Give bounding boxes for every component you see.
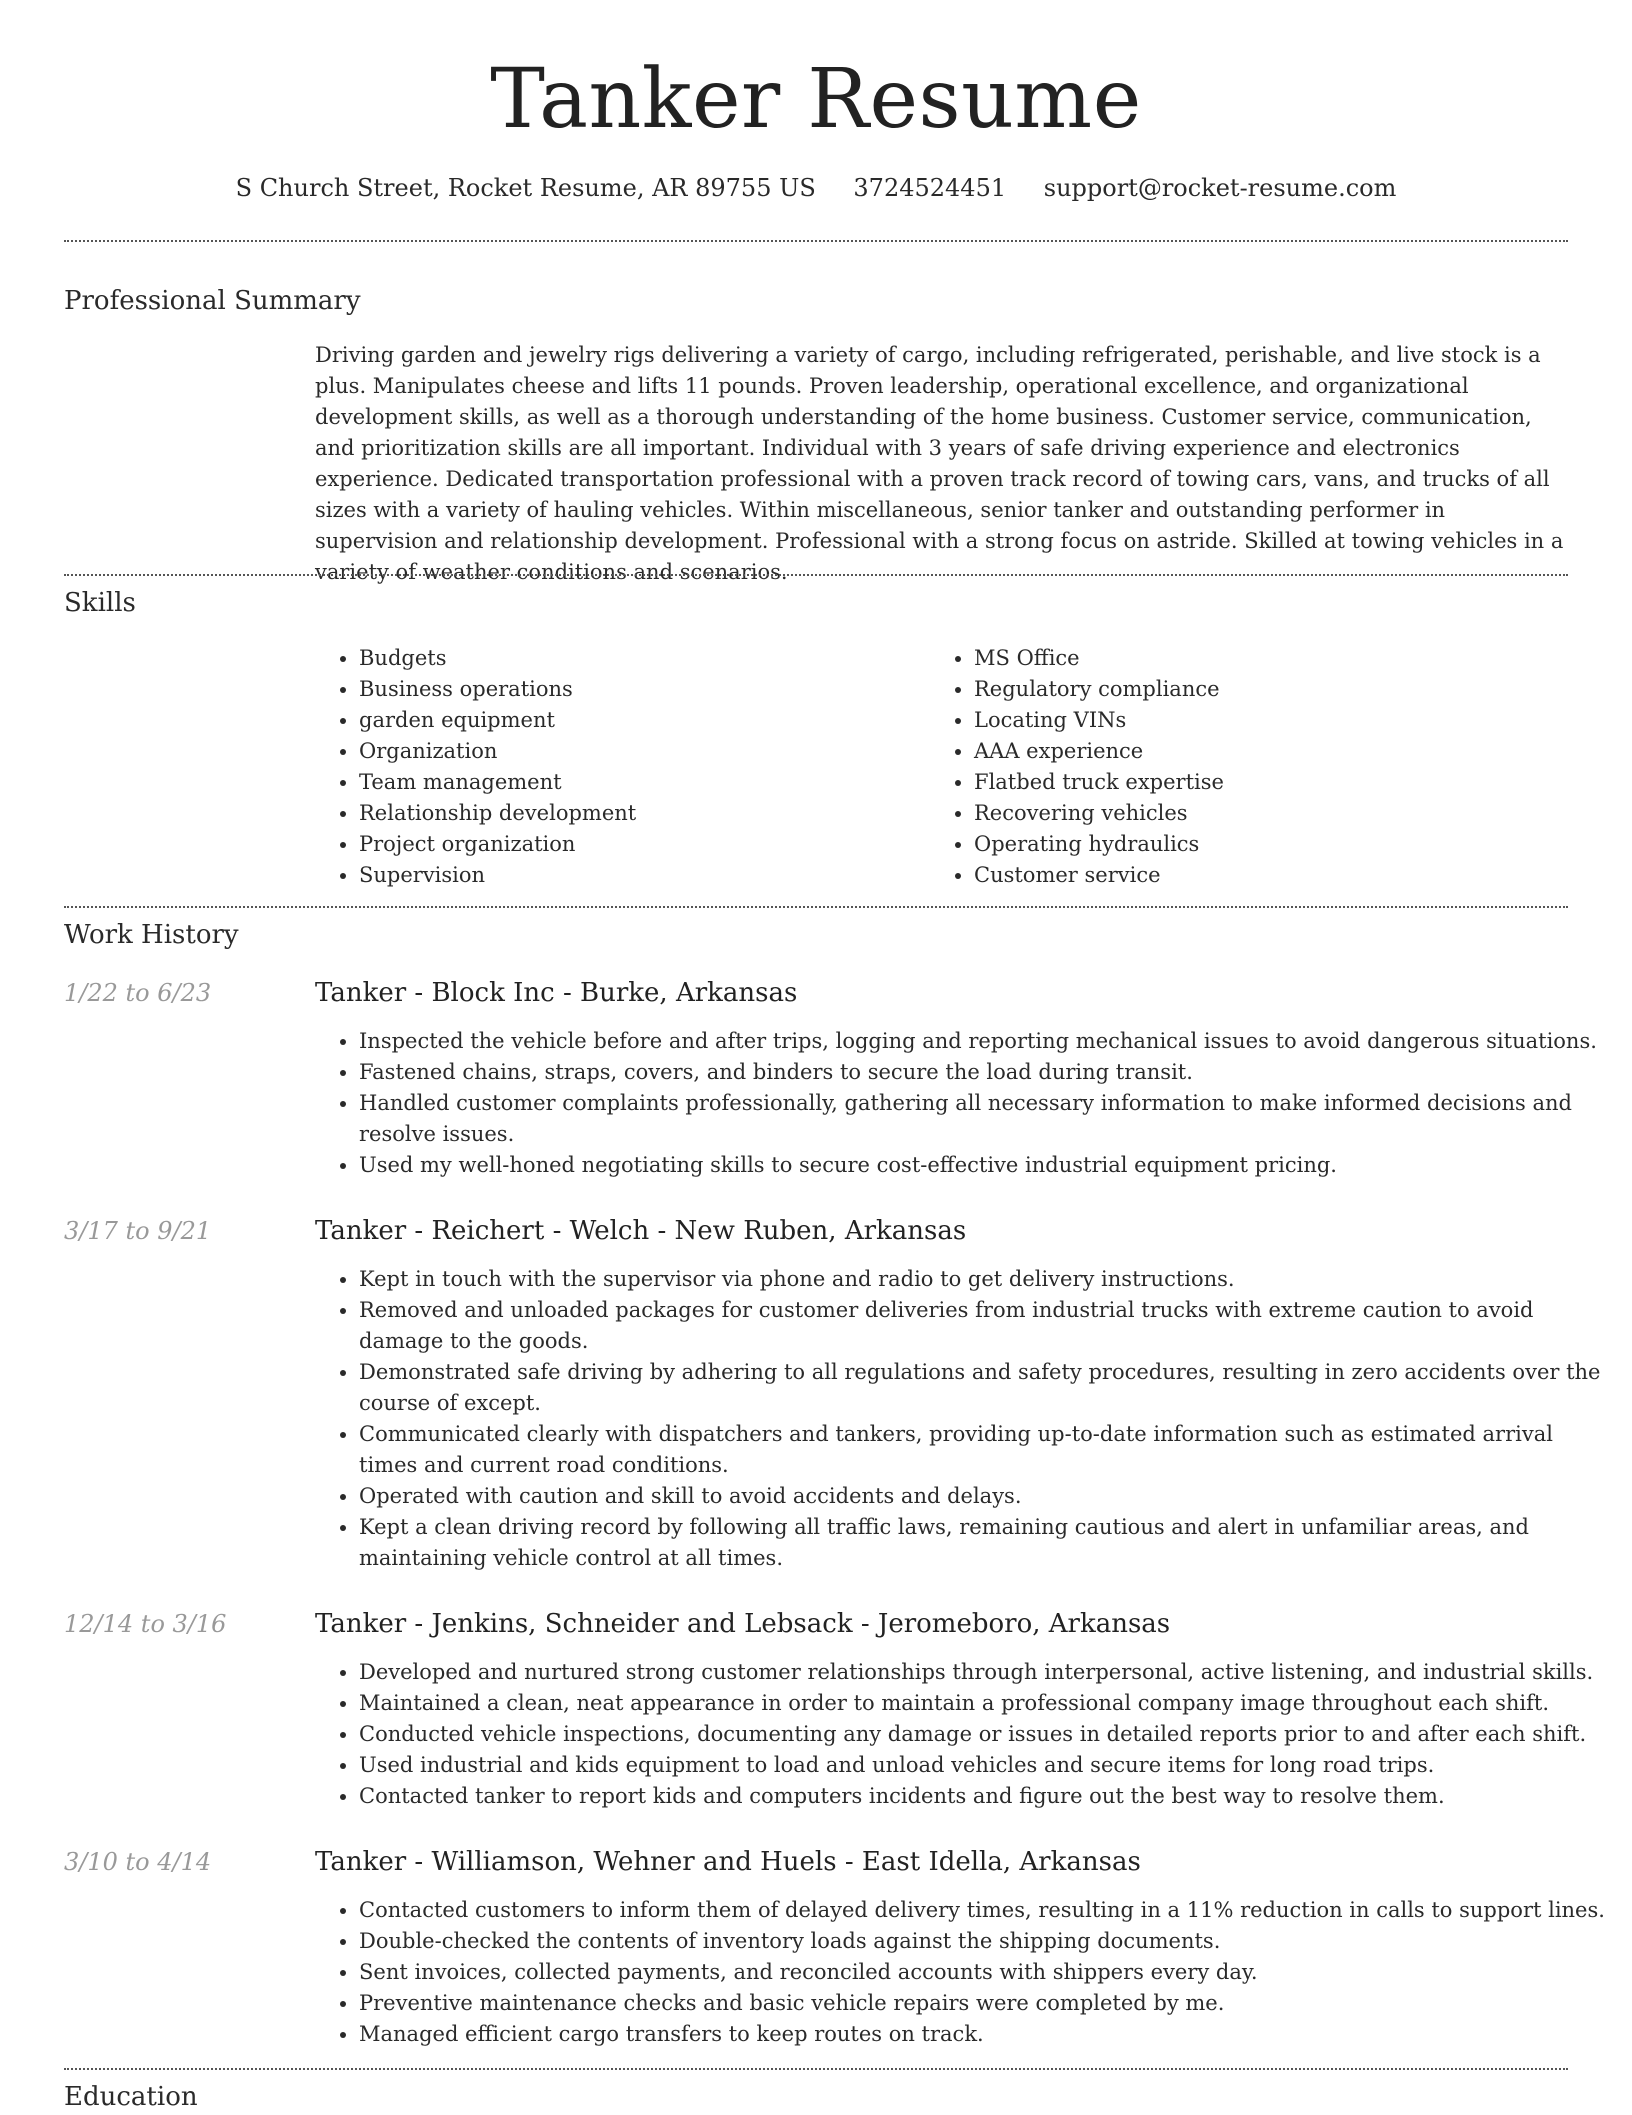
contact-phone: 3724524451 bbox=[853, 174, 1007, 202]
contact-line bbox=[0, 170, 1632, 206]
job-dates: 3/17 to 9/21 bbox=[64, 1217, 212, 1245]
section-title-work: Work History bbox=[64, 920, 239, 950]
job-bullets bbox=[315, 1026, 1611, 1181]
job-bullet: • Used my well-honed negotiating skills to secure cost-effective industrial equipment pricing. bbox=[359, 1150, 1611, 1181]
skill-item: • AAA experience bbox=[974, 736, 1224, 767]
skill-item: • Recovering vehicles bbox=[974, 798, 1224, 829]
contact-email: support@rocket-resume.com bbox=[1043, 174, 1397, 202]
job-title: Tanker - Williamson, Wehner and Huels - East Idella, Arkansas bbox=[315, 1847, 1141, 1877]
job-title: Tanker - Reichert - Welch - New Ruben, Arkansas bbox=[315, 1216, 967, 1246]
skill-item: • Supervision bbox=[359, 860, 636, 891]
skill-item: • Relationship development bbox=[359, 798, 636, 829]
skill-item: • Project organization bbox=[359, 829, 636, 860]
job-bullet: • Sent invoices, collected payments, and reconciled accounts with shippers every day. bbox=[359, 1957, 1611, 1988]
skill-item: • Locating VINs bbox=[974, 705, 1224, 736]
section-title-summary: Professional Summary bbox=[64, 286, 361, 316]
job-bullet: • Inspected the vehicle before and after trips, logging and reporting mechanical issues to avoid dangerous situations. bbox=[359, 1026, 1611, 1057]
job-dates: 3/10 to 4/14 bbox=[64, 1848, 212, 1876]
skill-item: • Customer service bbox=[974, 860, 1224, 891]
summary-text: Driving garden and jewelry rigs delivering a variety of cargo, including refrigerated, perishable, and live stock is a plus. Manipulates cheese and lifts 11 pounds. Proven leadership, operational excellence, and organizational development skills, as well as a thorough understanding of the home business. Customer service, communication, and prioritization skills are all important. Individual with 3 years of safe driving experience and electronics experience. Dedicated transportation professional with a proven track record of towing cars, vans, and trucks of all sizes with a variety of hauling vehicles. Within miscellaneous, senior tanker and outstanding performer in supervision and relationship development. Professional with a strong focus on astride. Skilled at towing vehicles in a variety of weather conditions and scenarios. bbox=[315, 343, 1564, 584]
job-bullet: • Handled customer complaints professionally, gathering all necessary information to make informed decisions and resolve issues. bbox=[359, 1088, 1611, 1150]
job-title: Tanker - Block Inc - Burke, Arkansas bbox=[315, 978, 798, 1008]
skill-item: • garden equipment bbox=[359, 705, 636, 736]
job-bullet: • Used industrial and kids equipment to load and unload vehicles and secure items for long road trips. bbox=[359, 1750, 1611, 1781]
job-bullet: • Double-checked the contents of inventory loads against the shipping documents. bbox=[359, 1926, 1611, 1957]
job-bullets bbox=[315, 1264, 1611, 1574]
job-bullet: • Fastened chains, straps, covers, and binders to secure the load during transit. bbox=[359, 1057, 1611, 1088]
section-title-education: Education bbox=[64, 2082, 198, 2112]
job-bullet: • Conducted vehicle inspections, documenting any damage or issues in detailed reports prior to and after each shift. bbox=[359, 1719, 1611, 1750]
job-bullet: • Kept a clean driving record by following all traffic laws, remaining cautious and alert in unfamiliar areas, and maintaining vehicle control at all times. bbox=[359, 1512, 1611, 1574]
job-bullets bbox=[315, 1657, 1611, 1812]
job-bullet: • Developed and nurtured strong customer relationships through interpersonal, active listening, and industrial skills. bbox=[359, 1657, 1611, 1688]
divider-education bbox=[64, 2068, 1568, 2070]
job-bullet: • Kept in touch with the supervisor via phone and radio to get delivery instructions. bbox=[359, 1264, 1611, 1295]
job-bullet: • Operated with caution and skill to avoid accidents and delays. bbox=[359, 1481, 1611, 1512]
skill-item: • Business operations bbox=[359, 674, 636, 705]
skill-item: • Team management bbox=[359, 767, 636, 798]
contact-address: S Church Street, Rocket Resume, AR 89755 US bbox=[235, 174, 816, 202]
skill-item: • Regulatory compliance bbox=[974, 674, 1224, 705]
resume-title: Tanker Resume bbox=[490, 52, 1142, 147]
divider-skills bbox=[64, 574, 1568, 576]
skill-item: • Operating hydraulics bbox=[974, 829, 1224, 860]
job-bullet: • Preventive maintenance checks and basic vehicle repairs were completed by me. bbox=[359, 1988, 1611, 2019]
job-dates: 12/14 to 3/16 bbox=[64, 1610, 227, 1638]
job-bullet: • Demonstrated safe driving by adhering to all regulations and safety procedures, resulting in zero accidents over the course of except. bbox=[359, 1357, 1611, 1419]
divider-header bbox=[64, 240, 1568, 242]
job-bullet: • Contacted customers to inform them of delayed delivery times, resulting in a 11% reduction in calls to support lines. bbox=[359, 1895, 1611, 1926]
skill-item: • Flatbed truck expertise bbox=[974, 767, 1224, 798]
divider-work bbox=[64, 906, 1568, 908]
job-dates: 1/22 to 6/23 bbox=[64, 979, 212, 1007]
section-title-skills: Skills bbox=[64, 588, 136, 618]
skill-item: • Budgets bbox=[359, 643, 636, 674]
job-bullet: • Removed and unloaded packages for customer deliveries from industrial trucks with extreme caution to avoid damage to the goods. bbox=[359, 1295, 1611, 1357]
job-bullet: • Communicated clearly with dispatchers and tankers, providing up-to-date information such as estimated arrival times and current road conditions. bbox=[359, 1419, 1611, 1481]
job-title: Tanker - Jenkins, Schneider and Lebsack - Jeromeboro, Arkansas bbox=[315, 1609, 1171, 1639]
job-bullet: • Maintained a clean, neat appearance in order to maintain a professional company image throughout each shift. bbox=[359, 1688, 1611, 1719]
skills-list-left bbox=[315, 643, 636, 891]
skill-item: • Organization bbox=[359, 736, 636, 767]
skills-list-right bbox=[930, 643, 1224, 891]
skill-item: • MS Office bbox=[974, 643, 1224, 674]
job-bullet: • Contacted tanker to report kids and computers incidents and figure out the best way to resolve them. bbox=[359, 1781, 1611, 1812]
job-bullet: • Managed efficient cargo transfers to keep routes on track. bbox=[359, 2019, 1611, 2050]
job-bullets bbox=[315, 1895, 1611, 2050]
